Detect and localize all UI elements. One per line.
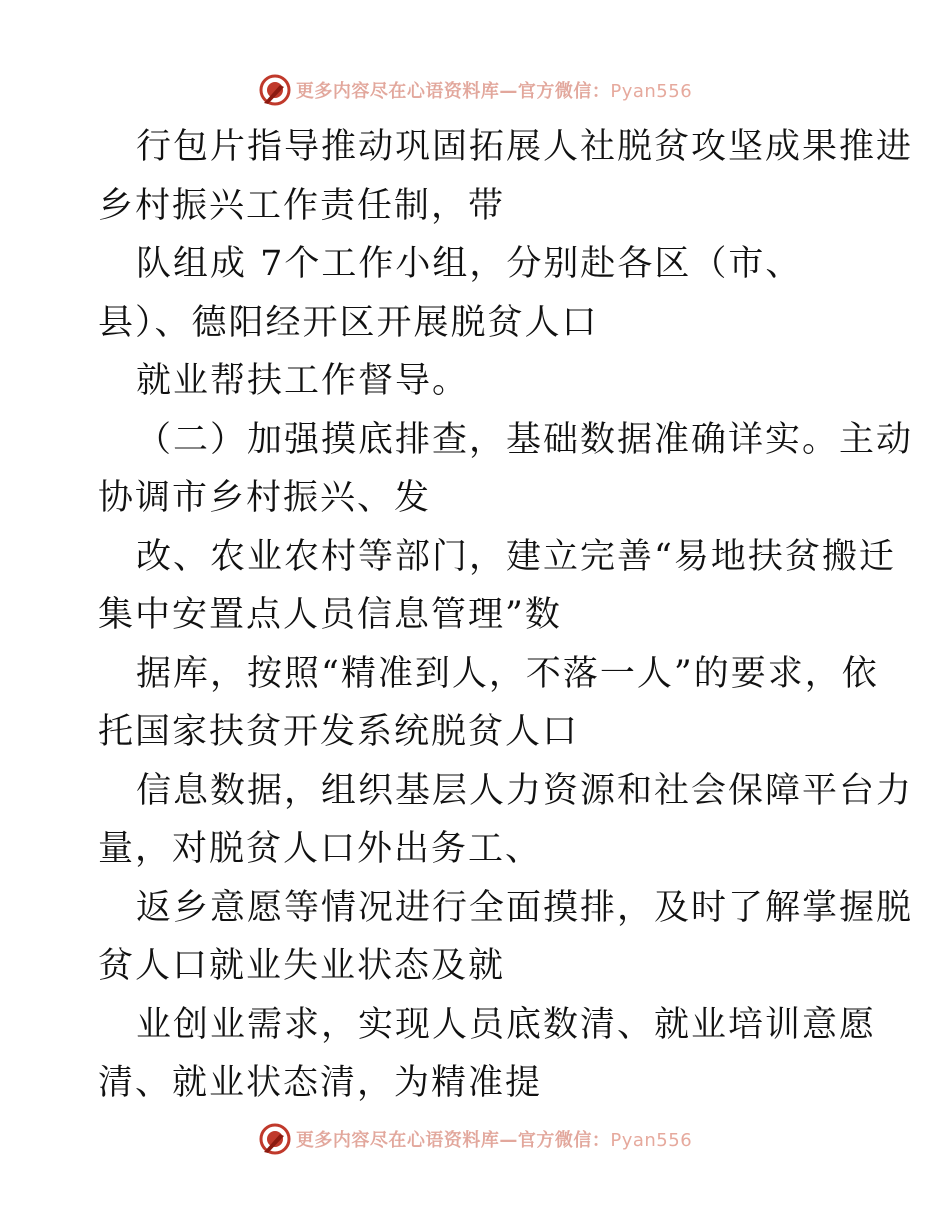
text-line: （二）加强摸底排查，基础数据准确详实。主动 — [136, 419, 914, 460]
text-line: 县）、德阳经开区开展脱贫人口 — [98, 302, 599, 343]
watermark-id: Pyan556 — [610, 1130, 693, 1151]
text-line: 贫人口就业失业状态及就 — [98, 946, 506, 986]
watermark-text: 更多内容尽在心语资料库—官方微信： — [295, 81, 611, 102]
watermark-id: Pyan556 — [610, 81, 693, 102]
pen-logo-icon — [258, 1122, 292, 1156]
text-line: 信息数据，组织基层人力资源和社会保障平台力 — [136, 770, 914, 811]
text-line: 就业帮扶工作督导。 — [136, 361, 470, 401]
text-line: 返乡意愿等情况进行全面摸排，及时了解掌握脱 — [136, 887, 914, 928]
text-line: 乡村振兴工作责任制，带 — [98, 185, 506, 226]
pen-logo-icon — [258, 73, 292, 107]
header-watermark — [0, 70, 950, 110]
text-line: 队组成 7个工作小组，分别赴各区（市、 — [136, 244, 803, 284]
document-body — [98, 118, 914, 1113]
text-line: 清、就业状态清，为精准提 — [98, 1063, 543, 1103]
footer-watermark — [0, 1119, 950, 1159]
text-line: 集中安置点人员信息管理”数 — [98, 595, 562, 635]
text-line: 业创业需求，实现人员底数清、就业培训意愿 — [136, 1004, 877, 1045]
text-line: 协调市乡村振兴、发 — [98, 478, 432, 518]
text-line: 托国家扶贫开发系统脱贫人口 — [98, 712, 580, 752]
text-line: 改、农业农村等部门，建立完善“易地扶贫搬迁 — [136, 536, 896, 577]
text-line: 量，对脱贫人口外出务工、 — [98, 829, 543, 869]
text-line: 行包片指导推动巩固拓展人社脱贫攻坚成果推进 — [136, 127, 914, 167]
watermark-text: 更多内容尽在心语资料库—官方微信： — [295, 1130, 611, 1151]
text-line: 据库，按照“精准到人，不落一人”的要求，依 — [136, 653, 879, 694]
